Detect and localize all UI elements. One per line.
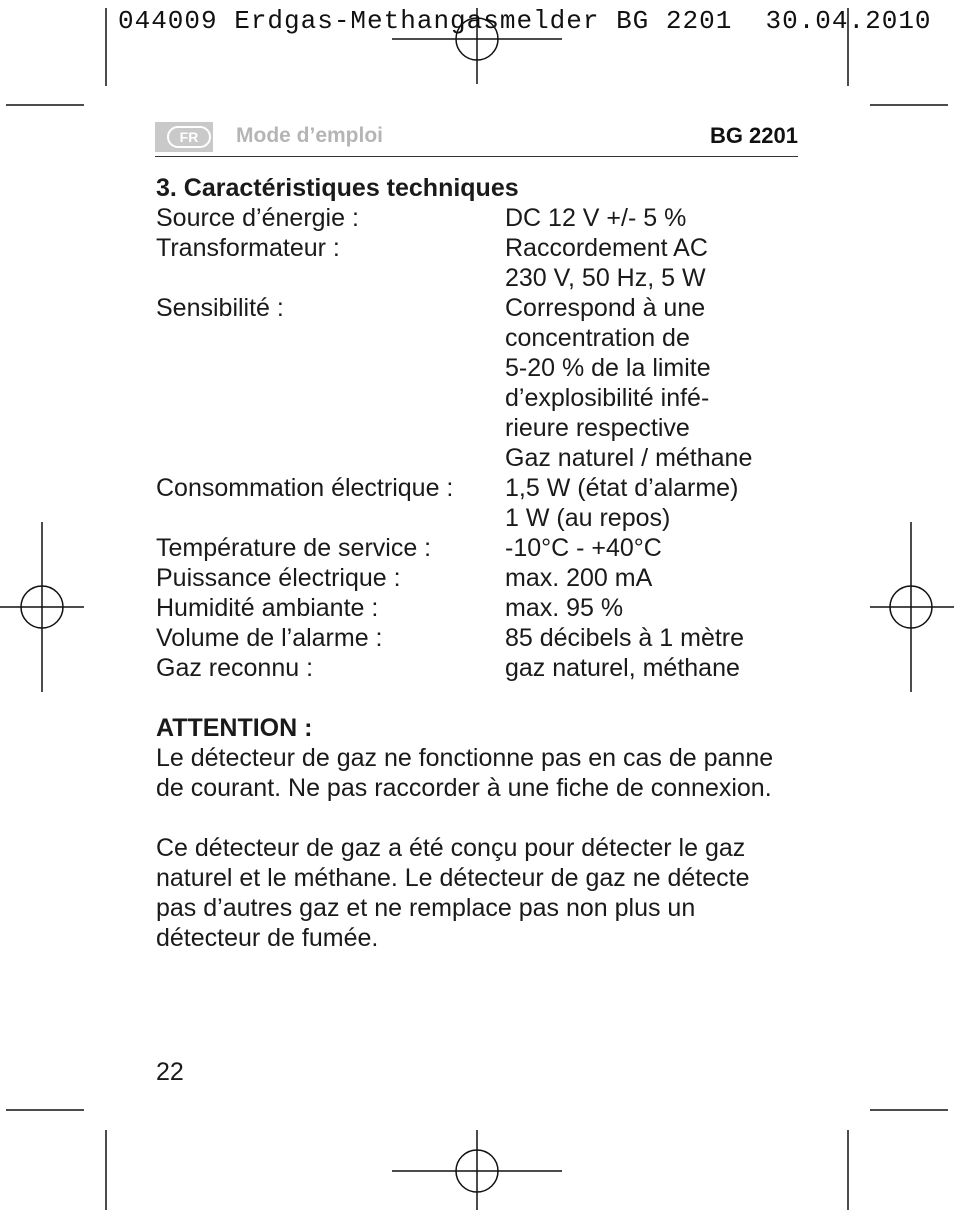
- spec-row: [156, 293, 796, 473]
- attention-paragraph: Le détecteur de gaz ne fonctionne pas en cas de panne de courant. Ne pas raccorder à une fiche de connexion.: [156, 744, 774, 802]
- spec-label: Consommation électrique :: [156, 474, 454, 502]
- attention-heading: ATTENTION :: [156, 714, 313, 742]
- spec-value: -10°C - +40°C: [505, 534, 662, 562]
- spacer: [156, 803, 796, 833]
- spec-row: [156, 233, 796, 293]
- spec-label: Température de service :: [156, 534, 432, 562]
- spec-label: Sensibilité :: [156, 294, 284, 322]
- spec-row: [156, 473, 796, 533]
- detector-info-paragraph: Ce détecteur de gaz a été conçu pour détecter le gaz naturel et le méthane. Le détecteur de gaz ne détecte pas d’autres gaz et ne remplace pas non plus un détecteur de fumée.: [156, 834, 750, 952]
- spec-label: Volume de l’alarme :: [156, 624, 383, 652]
- spec-label: Puissance électrique :: [156, 564, 401, 592]
- spec-label: Transformateur :: [156, 234, 340, 262]
- spec-row: [156, 203, 796, 233]
- specs-heading: 3. Caractéristiques techniques: [156, 174, 519, 202]
- spec-value: 1,5 W (état d’alarme) 1 W (au repos): [505, 474, 739, 532]
- spec-value: 85 décibels à 1 mètre: [505, 624, 745, 652]
- spec-row: [156, 533, 796, 563]
- spec-label: Source d’énergie :: [156, 204, 359, 232]
- spec-row: [156, 653, 796, 683]
- print-slug: 044009 Erdgas-Methangasmelder BG 2201 30.04.2010: [118, 6, 932, 36]
- page-header: [155, 120, 798, 157]
- spec-row: [156, 563, 796, 593]
- model-name: BG 2201: [709, 123, 798, 148]
- spec-value: max. 200 mA: [505, 564, 653, 592]
- spec-value: Raccordement AC 230 V, 50 Hz, 5 W: [505, 234, 708, 292]
- spec-row: [156, 593, 796, 623]
- spec-value: DC 12 V +/- 5 %: [505, 204, 687, 232]
- section-title: Mode d’emploi: [236, 124, 383, 147]
- spacer: [156, 683, 796, 713]
- page-content: [156, 173, 796, 953]
- specs-table: [156, 203, 796, 683]
- spec-value: Correspond à une concentration de 5-20 % de la limite d’explosibilité infé- rieure respective Gaz naturel / méthane: [505, 294, 753, 472]
- spec-label: Humidité ambiante :: [156, 594, 379, 622]
- spec-value: max. 95 %: [505, 594, 624, 622]
- spec-row: [156, 623, 796, 653]
- spec-label: Gaz reconnu :: [156, 654, 314, 682]
- language-badge: [155, 122, 213, 152]
- spec-value: gaz naturel, méthane: [505, 654, 740, 682]
- language-badge-label: FR: [167, 126, 211, 148]
- page-number: 22: [156, 1058, 184, 1086]
